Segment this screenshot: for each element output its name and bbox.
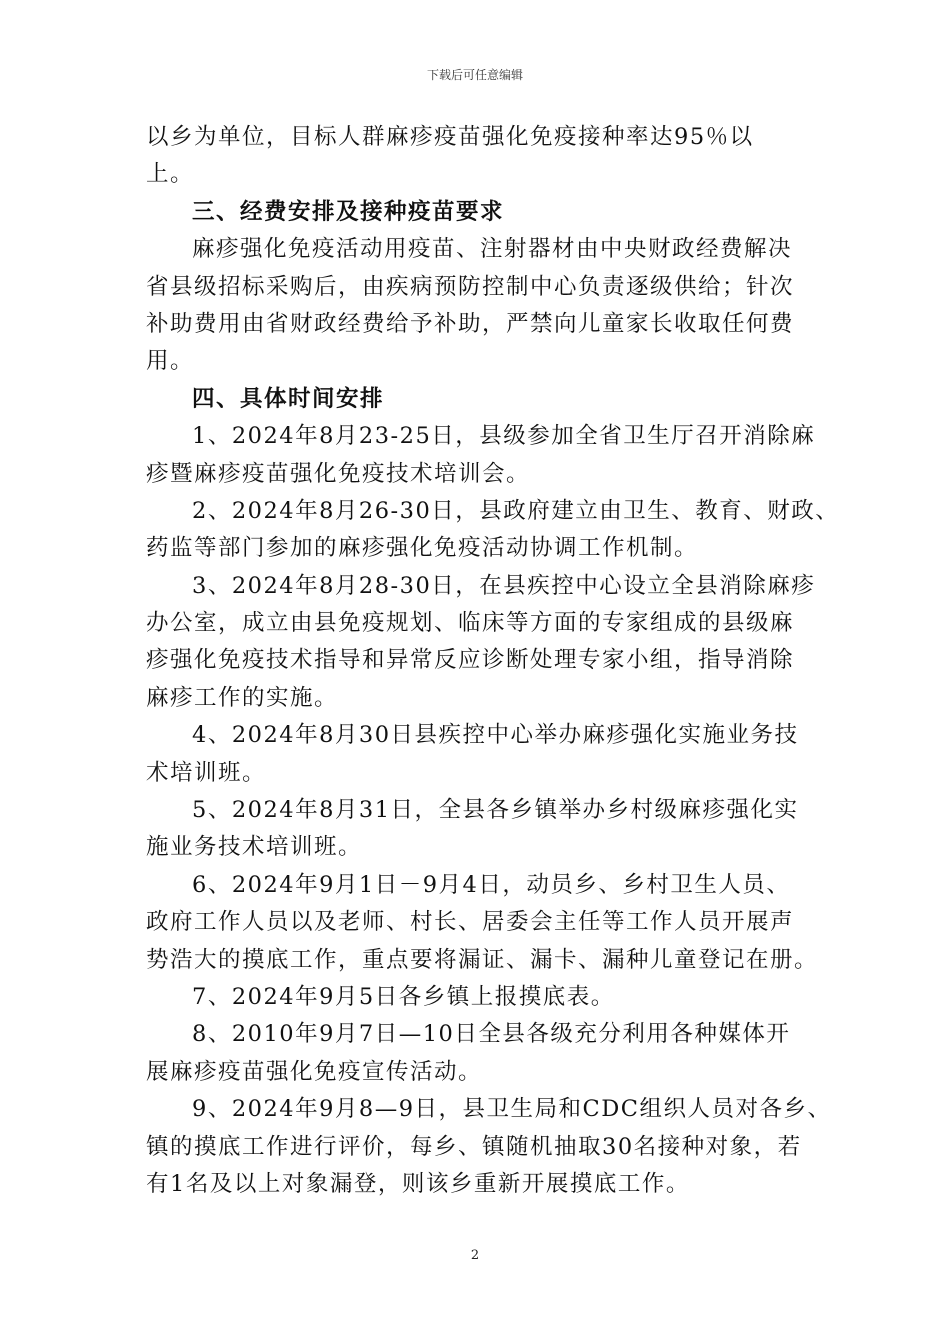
paragraph-line: 上。 — [146, 161, 195, 188]
paragraph-line: 补助费用由省财政经费给予补助，严禁向儿童家长收取任何费 — [146, 310, 795, 337]
paragraph-line: 6、2024年9月1日－9月4日，动员乡、乡村卫生人员、 — [192, 871, 791, 898]
paragraph-line: 政府工作人员以及老师、村长、居委会主任等工作人员开展声 — [146, 909, 795, 936]
page-number: 2 — [470, 1248, 480, 1263]
section-heading: 四、具体时间安排 — [192, 385, 385, 412]
page-header: 下载后可任意编辑 — [426, 68, 523, 82]
paragraph-line: 麻疹工作的实施。 — [146, 684, 339, 711]
paragraph-line: 5、2024年8月31日，全县各乡镇举办乡村级麻疹强化实 — [192, 797, 799, 824]
paragraph-line: 用。 — [146, 348, 195, 375]
paragraph-line: 镇的摸底工作进行评价，每乡、镇随机抽取30名接种对象，若 — [146, 1133, 802, 1160]
paragraph-line: 省县级招标采购后，由疾病预防控制中心负责逐级供给；针次 — [146, 273, 795, 300]
paragraph-line: 7、2024年9月5日各乡镇上报摸底表。 — [192, 983, 615, 1010]
paragraph-line: 施业务技术培训班。 — [146, 834, 363, 861]
paragraph-line: 药监等部门参加的麻疹强化免疫活动协调工作机制。 — [146, 535, 699, 562]
paragraph-line: 办公室，成立由县免疫规划、临床等方面的专家组成的县级麻 — [146, 610, 795, 637]
paragraph-line: 疹强化免疫技术指导和异常反应诊断处理专家小组，指导消除 — [146, 647, 795, 674]
paragraph-line: 有1名及以上对象漏登，则该乡重新开展摸底工作。 — [146, 1170, 690, 1197]
document-body — [146, 119, 840, 1203]
paragraph-line: 势浩大的摸底工作，重点要将漏证、漏卡、漏种儿童登记在册。 — [146, 946, 819, 973]
paragraph-line: 2、2024年8月26-30日，县政府建立由卫生、教育、财政、 — [192, 497, 840, 524]
paragraph-line: 以乡为单位，目标人群麻疹疫苗强化免疫接种率达95％以 — [146, 124, 754, 150]
paragraph-line: 4、2024年8月30日县疾控中心举办麻疹强化实施业务技 — [192, 722, 799, 749]
paragraph-line: 9、2024年9月8—9日，县卫生局和CDC组织人员对各乡、 — [192, 1096, 832, 1123]
paragraph-line: 展麻疹疫苗强化免疫宣传活动。 — [146, 1058, 483, 1085]
paragraph-line: 8、2010年9月7日—10日全县各级充分利用各种媒体开 — [192, 1021, 791, 1048]
paragraph-line: 3、2024年8月28-30日，在县疾控中心设立全县消除麻疹 — [192, 572, 816, 599]
paragraph-line: 疹暨麻疹疫苗强化免疫技术培训会。 — [146, 460, 531, 487]
paragraph-line: 术培训班。 — [146, 759, 267, 786]
paragraph-line: 1、2024年8月23-25日，县级参加全省卫生厅召开消除麻 — [192, 423, 816, 450]
paragraph-line: 麻疹强化免疫活动用疫苗、注射器材由中央财政经费解决 — [192, 236, 793, 263]
section-heading: 三、经费安排及接种疫苗要求 — [192, 198, 505, 225]
